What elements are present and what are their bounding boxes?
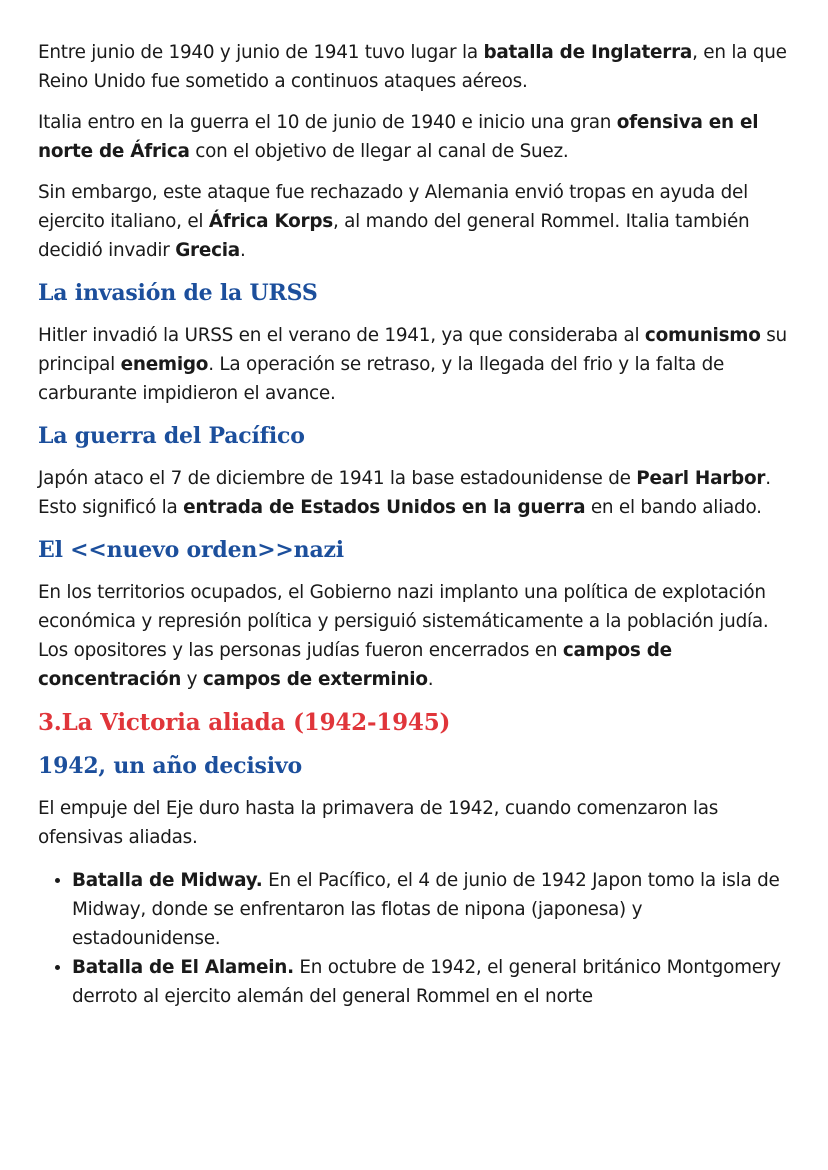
text: . La operación se retraso, y la llegada del frio y la falta de carburante impidieron el avance. bbox=[38, 354, 725, 404]
heading-1942-decisivo: 1942, un año decisivo bbox=[38, 753, 302, 779]
text: Entre junio de 1940 y junio de 1941 tuvo lugar la bbox=[38, 42, 484, 63]
text: , al mando del general Rommel. Italia también decidió invadir bbox=[38, 211, 750, 261]
text: Italia entro en la guerra el 10 de junio de 1940 e inicio una gran bbox=[38, 112, 617, 133]
bold-term: ofensiva en el norte de África bbox=[38, 112, 759, 162]
text: . Esto significó la bbox=[38, 468, 771, 518]
text: Japón ataco el 7 de diciembre de 1941 la base estadounidense de bbox=[38, 468, 637, 489]
list-item-midway bbox=[72, 866, 788, 953]
text: En octubre de 1942, el general británico Montgomery derroto al ejercito alemán del general Rommel en el norte bbox=[72, 957, 781, 1007]
text: Sin embargo, este ataque fue rechazado y Alemania envió tropas en ayuda del ejercito italiano, el bbox=[38, 182, 748, 232]
bold-term: África Korps bbox=[208, 211, 333, 232]
text: Hitler invadió la URSS en el verano de 1941, ya que consideraba al bbox=[38, 325, 645, 346]
bold-term: Pearl Harbor bbox=[636, 468, 766, 489]
heading-invasion-urss: La invasión de la URSS bbox=[38, 280, 318, 306]
list-item-el-alamein bbox=[72, 953, 788, 1011]
heading-nuevo-orden: El <<nuevo orden>>nazi bbox=[38, 537, 344, 563]
paragraph-urss bbox=[38, 321, 788, 408]
paragraph-territorios-ocupados bbox=[38, 578, 788, 694]
bold-term: campos de exterminio bbox=[202, 669, 428, 690]
text: En los territorios ocupados, el Gobierno nazi implanto una política de explotación económica y represión política y persiguió sistemáticamente a la población judía. Los opositores y las personas judías fueron encerrados en bbox=[38, 582, 769, 661]
bold-term: Batalla de Midway. bbox=[72, 870, 263, 891]
bold-term: Batalla de El Alamein. bbox=[72, 957, 294, 978]
paragraph-batalla-inglaterra bbox=[38, 38, 788, 96]
text: . bbox=[427, 669, 434, 690]
text: En el Pacífico, el 4 de junio de 1942 Japon tomo la isla de Midway, donde se enfrentaron las flotas de nipona (japonesa) y estadounidense. bbox=[72, 870, 780, 949]
paragraph-italia bbox=[38, 108, 788, 166]
paragraph-africa-korps bbox=[38, 178, 788, 265]
text: su principal bbox=[38, 325, 787, 375]
paragraph-pearl-harbor bbox=[38, 464, 788, 522]
text: y bbox=[181, 669, 203, 690]
text: en el bando aliado. bbox=[585, 497, 762, 518]
bold-term: Grecia bbox=[175, 240, 240, 261]
bold-term: comunismo bbox=[644, 325, 761, 346]
text: . bbox=[239, 240, 246, 261]
heading-guerra-pacifico: La guerra del Pacífico bbox=[38, 423, 305, 449]
paragraph-empuje-eje: El empuje del Eje duro hasta la primavera de 1942, cuando comenzaron las ofensivas aliadas. bbox=[38, 798, 719, 848]
bold-term: campos de concentración bbox=[38, 640, 672, 690]
text: con el objetivo de llegar al canal de Suez. bbox=[189, 141, 569, 162]
heading-victoria-aliada: 3.La Victoria aliada (1942-1945) bbox=[38, 709, 451, 736]
text: , en la que Reino Unido fue sometido a continuos ataques aéreos. bbox=[38, 42, 787, 92]
bold-term: entrada de Estados Unidos en la guerra bbox=[183, 497, 586, 518]
bold-term: enemigo bbox=[120, 354, 209, 375]
battle-list bbox=[38, 866, 788, 1011]
bold-term: batalla de Inglaterra bbox=[483, 42, 693, 63]
